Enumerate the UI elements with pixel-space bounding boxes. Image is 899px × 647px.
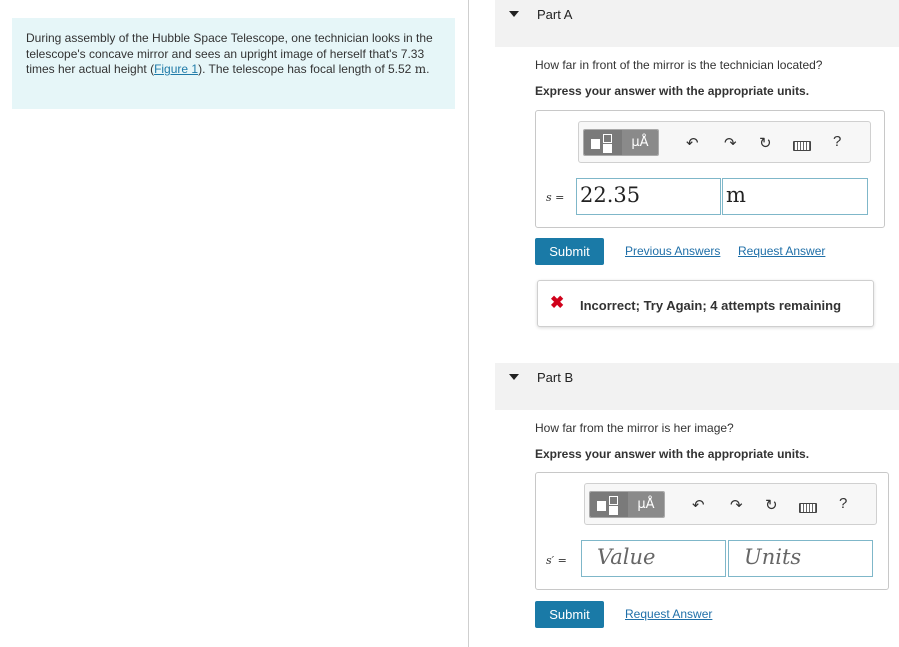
column-divider — [468, 0, 469, 647]
problem-end: . — [426, 62, 430, 76]
help-icon[interactable]: ? — [833, 133, 842, 150]
part-a-title: Part A — [537, 7, 573, 22]
part-b-header[interactable] — [495, 363, 899, 410]
collapse-triangle-icon[interactable] — [509, 374, 519, 380]
help-icon[interactable]: ? — [839, 495, 848, 512]
part-a-header[interactable] — [495, 0, 899, 47]
undo-icon[interactable]: ↶ — [692, 496, 705, 514]
undo-icon[interactable]: ↶ — [686, 134, 699, 152]
part-b-variable-label: s′ = — [546, 554, 567, 567]
problem-unit: m — [414, 62, 427, 76]
redo-icon[interactable]: ↷ — [730, 496, 743, 514]
reset-icon[interactable]: ↻ — [759, 134, 772, 152]
part-b-request-answer-link[interactable]: Request Answer — [625, 607, 713, 621]
part-b-answer-box — [535, 472, 889, 590]
part-b-instruction: Express your answer with the appropriate units. — [535, 447, 810, 461]
keyboard-icon[interactable] — [799, 503, 817, 513]
part-a-answer-box — [535, 110, 885, 228]
keyboard-icon[interactable] — [793, 141, 811, 151]
toolbar-template-group — [583, 129, 659, 156]
part-b-submit-button[interactable]: Submit — [535, 601, 604, 628]
toolbar-template-group — [589, 491, 665, 518]
part-a-toolbar — [578, 121, 871, 163]
part-a-value-input[interactable]: 22.35 — [576, 178, 721, 215]
part-b-question: How far from the mirror is her image? — [535, 421, 734, 435]
previous-answers-link[interactable]: Previous Answers — [625, 244, 721, 258]
reset-icon[interactable]: ↻ — [765, 496, 778, 514]
error-x-icon: ✖ — [550, 293, 565, 312]
part-a-units-input[interactable]: m — [722, 178, 868, 215]
part-b-toolbar — [584, 483, 877, 525]
problem-statement — [12, 18, 455, 109]
problem-text-cont: ). The telescope has focal length of 5.52 — [198, 62, 415, 76]
part-a-request-answer-link[interactable]: Request Answer — [738, 244, 826, 258]
part-b-units-input[interactable]: Units — [728, 540, 873, 577]
part-a-variable-label: s = — [546, 191, 565, 204]
part-a-submit-button[interactable]: Submit — [535, 238, 604, 265]
collapse-triangle-icon[interactable] — [509, 11, 519, 17]
feedback-box — [537, 280, 874, 327]
part-a-instruction: Express your answer with the appropriate units. — [535, 84, 810, 98]
redo-icon[interactable]: ↷ — [724, 134, 737, 152]
templates-icon[interactable] — [590, 492, 628, 517]
problem-text: During assembly of the Hubble Space Telescope, one technician looks in the telescope's concave mirror and sees an upright image of herself that's 7.33 times her actual height ( — [26, 31, 433, 76]
figure-link[interactable]: Figure 1 — [154, 62, 199, 76]
part-b-value-input[interactable]: Value — [581, 540, 726, 577]
part-b-title: Part B — [537, 370, 574, 385]
templates-icon[interactable] — [584, 130, 622, 155]
feedback-message: Incorrect; Try Again; 4 attempts remaining — [580, 298, 842, 313]
units-icon[interactable]: μÅ — [622, 130, 658, 155]
part-a-question: How far in front of the mirror is the technician located? — [535, 58, 823, 72]
units-icon[interactable]: μÅ — [628, 492, 664, 517]
